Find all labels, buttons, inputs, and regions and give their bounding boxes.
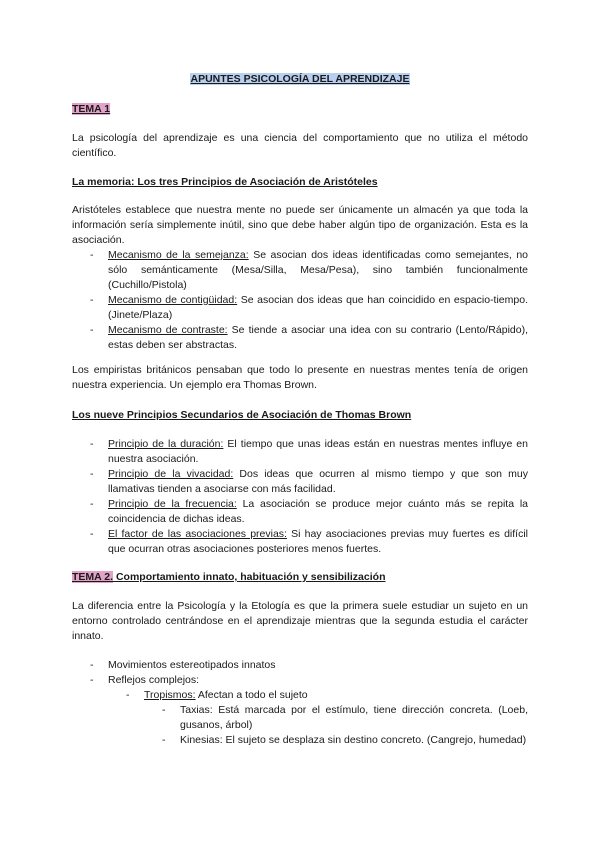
- item-text: Movimientos estereotipados innatos: [108, 659, 276, 671]
- list-item: - Kinesias: El sujeto se desplaza sin destino concreto. (Cangrejo, humedad): [162, 734, 527, 746]
- principio-text: La asociación se produce mejor cuánto más se repita la coincidencia de dichas ideas.: [108, 498, 528, 525]
- brown-heading-text: Los nueve Principios Secundarios de Asociación de Thomas Brown: [72, 409, 412, 421]
- tropismos-text: Afectan a todo el sujeto: [195, 689, 308, 701]
- principio-term: Principio de la frecuencia:: [108, 498, 237, 510]
- subitem-text: Kinesias: El sujeto se desplaza sin destino concreto. (Cangrejo, humedad): [180, 734, 527, 746]
- mecanismo-text: Se asocian dos ideas que han coincidido en espacio-tiempo. (Jinete/Plaza): [108, 294, 528, 321]
- principios-section: [72, 437, 528, 557]
- list-item: - Principio de la frecuencia: La asociación se produce mejor cuánto más se repita la coincidencia de dichas ideas.: [90, 498, 528, 525]
- principio-text: El tiempo que unas ideas están en nuestras mentes influye en nuestra asociación.: [108, 438, 528, 465]
- memoria-section: [72, 203, 528, 353]
- list-item: - Movimientos estereotipados innatos: [90, 659, 276, 671]
- list-item: - Mecanismo de contigüidad: Se asocian dos ideas que han coincidido en espacio-tiempo. (Jinete/Plaza): [90, 294, 528, 321]
- list-item: - Mecanismo de contraste: Se tiende a asociar una idea con su contrario (Lento/Rápido), estas deben ser abstractas.: [90, 324, 528, 351]
- subitem-text: Taxias: Está marcada por el estímulo, tiene dirección concreta. (Loeb, gusanos, árbol): [180, 704, 528, 731]
- principio-text: Dos ideas que ocurren al mismo tiempo y que son muy llamativas tienden a asociarse con más facilidad.: [108, 468, 529, 495]
- brown-heading: [72, 408, 528, 423]
- mecanismo-term: Mecanismo de contraste:: [108, 324, 228, 336]
- item-text: Reflejos complejos:: [108, 674, 200, 686]
- principios-list: [72, 437, 528, 557]
- tropismos-term: Tropismos:: [144, 689, 196, 701]
- list-item: - Reflejos complejos:: [90, 674, 200, 686]
- tema1-intro-text: La psicología del aprendizaje es una ciencia del comportamiento que no utiliza el método científico.: [72, 132, 528, 159]
- list-item: - Tropismos: Afectan a todo el sujeto: [126, 689, 308, 701]
- mecanismo-term: Mecanismo de la semejanza:: [108, 249, 249, 261]
- mecanismo-text: Se tiende a asociar una idea con su contrario (Lento/Rápido), estas deben ser abstractas.: [108, 324, 528, 351]
- empiristas-paragraph: [72, 363, 528, 393]
- empiristas-text: Los empiristas británicos pensaban que todo lo presente en nuestras mentes tenía de origen nuestra experiencia. Un ejemplo era Thomas Brown.: [72, 364, 528, 391]
- memoria-heading-text: La memoria: Los tres Principios de Asociación de Aristóteles: [72, 176, 378, 188]
- memoria-intro-text: Aristóteles establece que nuestra mente no puede ser únicamente un almacén ya que toda la información sería simplemente inútil, sino que debe haber algún tipo de organización. Esta es la asociación.: [72, 204, 528, 246]
- tema1-label-text: TEMA 1: [72, 103, 111, 115]
- mecanismo-term: Mecanismo de contigüidad:: [108, 294, 238, 306]
- tema2-intro: [72, 599, 528, 644]
- principio-text: Si hay asociaciones previas muy fuertes es difícil que ocurran otras asociaciones posteriores menos fuertes.: [108, 528, 528, 555]
- tema2-list: [72, 658, 528, 748]
- tema2-list-section: [72, 658, 528, 748]
- principio-term: El factor de las asociaciones previas:: [108, 528, 287, 540]
- tema2-label: TEMA 2.: [72, 571, 114, 583]
- mecanismo-text: Se asocian dos ideas identificadas como semejantes, no sólo semánticamente (Mesa/Silla, Mesa/Pesa), sino también funcionalmente (Cuchillo/Pistola): [108, 249, 528, 291]
- list-item: - Mecanismo de la semejanza: Se asocian dos ideas identificadas como semejantes, no sólo semánticamente (Mesa/Silla, Mesa/Pesa), sino también funcionalmente (Cuchillo/Pistola): [90, 249, 528, 291]
- list-item: - El factor de las asociaciones previas: Si hay asociaciones previas muy fuertes es difícil que ocurran otras asociaciones posteriores menos fuertes.: [90, 528, 528, 555]
- principio-term: Principio de la vivacidad:: [108, 468, 234, 480]
- tema2-heading: [72, 570, 528, 585]
- tema1-label: [72, 102, 528, 117]
- tema2-heading-text: Comportamiento innato, habituación y sensibilización: [113, 571, 386, 583]
- tema2-intro-text: La diferencia entre la Psicología y la Etología es que la primera suele estudiar un sujeto en un entorno controlado centrándose en el aprendizaje mientras que la segunda estudia el carácter innato.: [72, 600, 528, 642]
- principio-term: Principio de la duración:: [108, 438, 224, 450]
- memoria-heading: [72, 175, 528, 190]
- tema1-intro: [72, 131, 528, 161]
- mecanismos-list: [72, 248, 528, 353]
- list-item: - Principio de la vivacidad: Dos ideas que ocurren al mismo tiempo y que son muy llamativas tienden a asociarse con más facilidad.: [90, 468, 529, 495]
- list-item: - Taxias: Está marcada por el estímulo, tiene dirección concreta. (Loeb, gusanos, árbol): [162, 704, 528, 731]
- list-item: - Principio de la duración: El tiempo que unas ideas están en nuestras mentes influye en nuestra asociación.: [90, 438, 528, 465]
- document-title: APUNTES PSICOLOGÍA DEL APRENDIZAJE: [190, 73, 410, 85]
